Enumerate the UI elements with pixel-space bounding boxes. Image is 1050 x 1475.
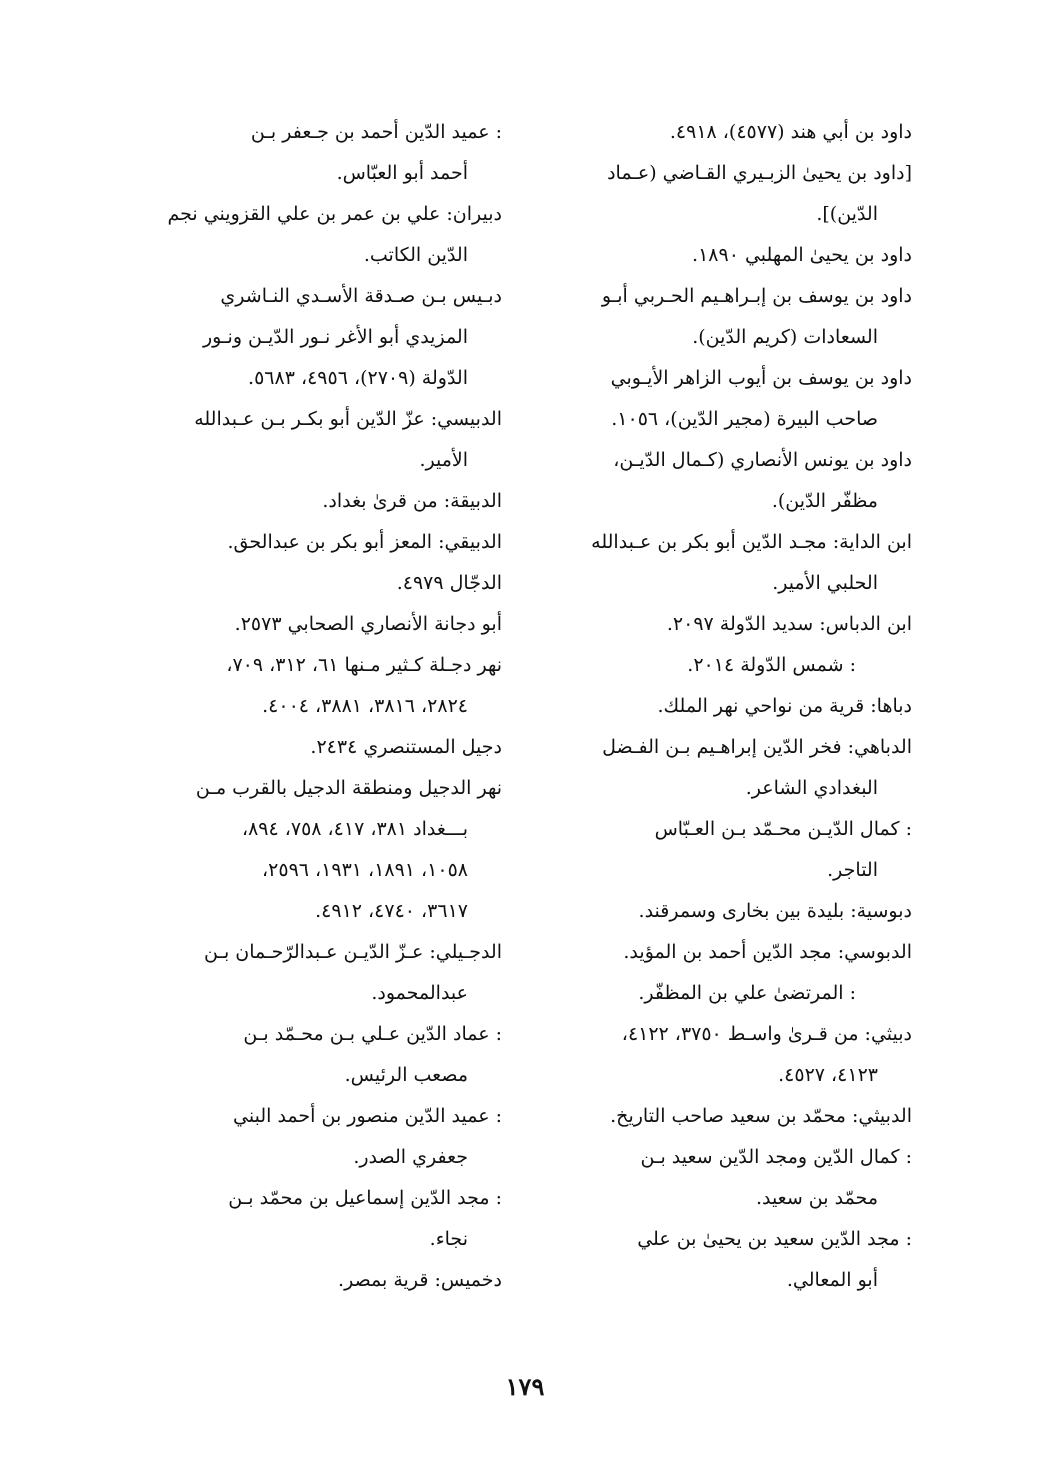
index-entry bbox=[128, 399, 502, 481]
index-entry bbox=[540, 276, 912, 358]
entry-heading-line: ابن الداية: مجـد الدّين أبو بكر بن عـبدالله bbox=[591, 531, 912, 553]
entry-continuation-line: عبدالمحمود. bbox=[371, 982, 468, 1004]
index-entry bbox=[128, 1096, 502, 1178]
entry-continuation-line: نجاء. bbox=[429, 1228, 468, 1250]
entry-heading-line: الدجّال ٤٩٧٩. bbox=[396, 572, 502, 594]
index-entry bbox=[540, 1014, 912, 1096]
entry-heading-line: داود بن يحيىٰ المهلبي ١٨٩٠. bbox=[692, 244, 912, 266]
entry-heading-line: داود بن يوسف بن إبـراهـيم الحـربي أبـو bbox=[601, 285, 912, 307]
entry-continuation-line: مصعب الرئيس. bbox=[344, 1064, 468, 1086]
entry-continuation-line: صاحب البيرة (مجير الدّين)، ١٠٥٦. bbox=[611, 408, 878, 430]
entry-heading-line: أبو دجانة الأنصاري الصحابي ٢٥٧٣. bbox=[234, 613, 502, 635]
entry-heading-line: : مجد الدّين سعيد بن يحيىٰ بن علي bbox=[637, 1228, 912, 1250]
entry-heading-line: دباها: قرية من نواحي نهر الملك. bbox=[657, 695, 912, 717]
entry-continuation-line: السعادات (كريم الدّين). bbox=[692, 326, 878, 348]
entry-heading-line: الدبيسي: عزّ الدّين أبو بكـر بـن عـبدالله bbox=[194, 408, 502, 430]
index-entry bbox=[540, 645, 912, 686]
entry-continuation-line: الدّين الكاتب. bbox=[363, 244, 468, 266]
index-entry bbox=[540, 522, 912, 604]
index-column-left bbox=[128, 112, 502, 1301]
entry-heading-line: : عماد الدّين عـلي بـن محـمّد بـن bbox=[243, 1023, 502, 1045]
index-entry bbox=[540, 604, 912, 645]
entry-continuation-line: أبو المعالي. bbox=[786, 1269, 878, 1291]
index-entry bbox=[128, 1014, 502, 1096]
entry-heading-line: نهر دجـلة كـثير مـنها ٦١، ٣١٢، ٧٠٩، bbox=[226, 654, 502, 676]
index-entry bbox=[128, 1178, 502, 1260]
entry-continuation-line: بـــغداد ٣٨١، ٤١٧، ٧٥٨، ٨٩٤، bbox=[241, 818, 468, 840]
index-entry bbox=[540, 932, 912, 973]
index-entry bbox=[540, 358, 912, 440]
entry-continuation-line: الأمير. bbox=[419, 449, 468, 471]
index-entry bbox=[128, 563, 502, 604]
entry-heading-line: الدبيثي: محمّد بن سعيد صاحب التاريخ. bbox=[610, 1105, 912, 1127]
entry-heading-line: : كمال الدّين ومجد الدّين سعيد بـن bbox=[640, 1146, 912, 1168]
entry-heading-line: دبـيس بـن صـدقة الأسـدي النـاشري bbox=[220, 285, 502, 307]
entry-continuation-line: الدّين)]. bbox=[816, 203, 878, 225]
entry-continuation-line: الحلبي الأمير. bbox=[772, 572, 878, 594]
entry-heading-line: الدبيقي: المعز أبو بكر بن عبدالحق. bbox=[227, 531, 502, 553]
index-column-right bbox=[540, 112, 912, 1301]
index-entry bbox=[540, 891, 912, 932]
entry-heading-line: دجيل المستنصري ٢٤٣٤. bbox=[310, 736, 502, 758]
index-entry bbox=[540, 1096, 912, 1137]
entry-continuation-line: أحمد أبو العبّاس. bbox=[336, 162, 468, 184]
index-entry bbox=[128, 645, 502, 727]
index-entry bbox=[540, 809, 912, 891]
entry-heading-line: الدباهي: فخر الدّين إبراهـيم بـن الفـضل bbox=[602, 736, 912, 758]
index-entry bbox=[128, 727, 502, 768]
index-entry bbox=[540, 686, 912, 727]
entry-heading-line: دبيران: علي بن عمر بن علي القزويني نجم bbox=[167, 203, 502, 225]
entry-continuation-line: ١٠٥٨، ١٨٩١، ١٩٣١، ٢٥٩٦، bbox=[262, 859, 468, 881]
entry-continuation-line: ٣٦١٧، ٤٧٤٠، ٤٩١٢. bbox=[315, 900, 468, 922]
entry-continuation-line: الدّولة (٢٧٠٩)، ٤٩٥٦، ٥٦٨٣. bbox=[248, 367, 468, 389]
entry-heading-line: : عميد الدّين أحمد بن جـعفر بـن bbox=[250, 121, 502, 143]
entry-continuation-line: مظفّر الدّين). bbox=[771, 490, 878, 512]
entry-heading-line: : كمال الدّيـن محـمّد بـن العـبّاس bbox=[654, 818, 912, 840]
entry-heading-line: دبوسية: بليدة بين بخارى وسمرقند. bbox=[638, 900, 912, 922]
index-entry bbox=[540, 727, 912, 809]
index-entry bbox=[540, 440, 912, 522]
entry-heading-line: : المرتضىٰ علي بن المظفّر. bbox=[638, 982, 856, 1004]
page-number: ١٧٩ bbox=[505, 1372, 545, 1401]
entry-continuation-line: البغدادي الشاعر. bbox=[745, 777, 878, 799]
index-entry bbox=[540, 112, 912, 153]
entry-continuation-line: جعفري الصدر. bbox=[353, 1146, 468, 1168]
index-entry bbox=[128, 604, 502, 645]
index-entry bbox=[128, 112, 502, 194]
index-entry bbox=[540, 235, 912, 276]
entry-continuation-line: محمّد بن سعيد. bbox=[755, 1187, 878, 1209]
entry-heading-line: نهر الدجيل ومنطقة الدجيل بالقرب مـن bbox=[195, 777, 502, 799]
entry-heading-line: : مجد الدّين إسماعيل بن محمّد بـن bbox=[228, 1187, 502, 1209]
entry-heading-line: : شمس الدّولة ٢٠١٤. bbox=[687, 654, 856, 676]
entry-heading-line: داود بن يونس الأنصاري (كـمال الدّيـن، bbox=[613, 449, 912, 471]
index-entry bbox=[128, 768, 502, 932]
entry-heading-line: داود بن يوسف بن أيوب الزاهر الأيـوبي bbox=[610, 367, 912, 389]
entry-heading-line: داود بن أبي هند (٤٥٧٧)، ٤٩١٨. bbox=[669, 121, 912, 143]
entry-heading-line: الدبوسي: مجد الدّين أحمد بن المؤيد. bbox=[623, 941, 912, 963]
index-entry bbox=[128, 276, 502, 399]
index-entry bbox=[540, 153, 912, 235]
index-entry bbox=[128, 522, 502, 563]
index-entry bbox=[128, 481, 502, 522]
entry-continuation-line: المزيدي أبو الأغر نـور الدّيـن ونـور bbox=[202, 326, 468, 348]
entry-heading-line: الدجـيلي: عـزّ الدّيـن عـبدالرّحـمان بـن bbox=[203, 941, 502, 963]
index-entry bbox=[128, 932, 502, 1014]
index-entry bbox=[540, 1219, 912, 1301]
index-entry bbox=[128, 194, 502, 276]
entry-continuation-line: التاجر. bbox=[827, 859, 878, 881]
index-entry bbox=[540, 973, 912, 1014]
entry-heading-line: [داود بن يحيىٰ الزبـيري القـاضي (عـماد bbox=[607, 162, 912, 184]
entry-heading-line: ابن الدباس: سديد الدّولة ٢٠٩٧. bbox=[666, 613, 912, 635]
index-entry bbox=[540, 1137, 912, 1219]
entry-heading-line: دبيثي: من قـرىٰ واسـط ٣٧٥٠، ٤١٢٢، bbox=[621, 1023, 912, 1045]
entry-continuation-line: ٢٨٢٤، ٣٨١٦، ٣٨٨١، ٤٠٠٤. bbox=[262, 695, 468, 717]
entry-continuation-line: ٤١٢٣، ٤٥٢٧. bbox=[778, 1064, 878, 1086]
entry-heading-line: الدبيقة: من قرىٰ بغداد. bbox=[322, 490, 502, 512]
index-entry bbox=[128, 1260, 502, 1301]
entry-heading-line: دخميس: قرية بمصر. bbox=[338, 1269, 502, 1291]
entry-heading-line: : عميد الدّين منصور بن أحمد البني bbox=[233, 1105, 502, 1127]
